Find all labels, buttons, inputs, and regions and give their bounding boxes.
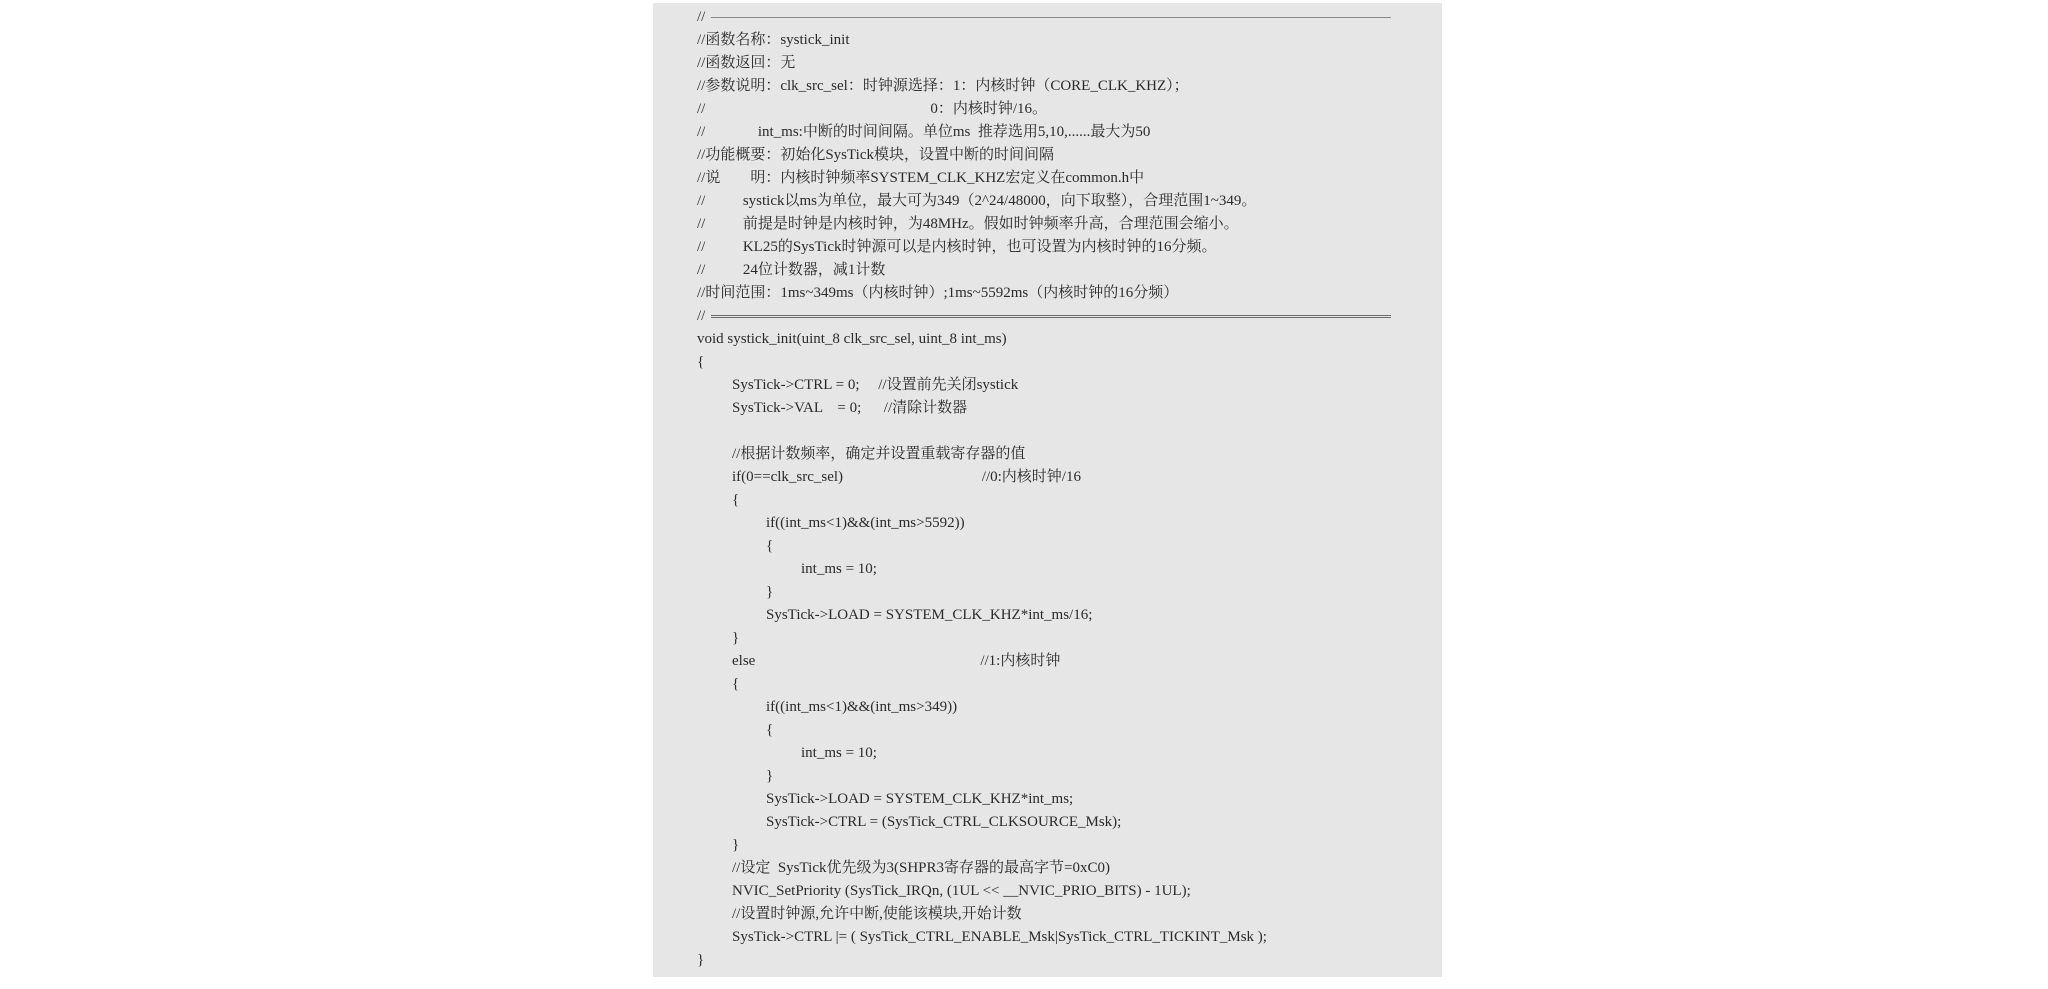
code-line: if((int_ms<1)&&(int_ms>5592)) xyxy=(766,515,965,531)
header-line-function-name: //函数名称：systick_init xyxy=(697,32,850,48)
header-line-time-range: //时间范围：1ms~349ms（内核时钟）;1ms~5592ms（内核时钟的16分频） xyxy=(697,285,1179,301)
blank-line xyxy=(697,420,1437,443)
document-page xyxy=(653,3,1442,977)
code-line: SysTick->LOAD = SYSTEM_CLK_KHZ*int_ms/16; xyxy=(766,607,1093,623)
code-line: int_ms = 10; xyxy=(801,745,877,761)
header-line-notes-5: // 24位计数器，减1计数 xyxy=(697,262,886,278)
code-comment: //设置时钟源,允许中断,使能该模块,开始计数 xyxy=(732,906,1022,922)
header-line-params: //参数说明：clk_src_sel：时钟源选择：1：内核时钟（CORE_CLK_KHZ）； xyxy=(697,78,1189,94)
code-line: SysTick->CTRL = 0; //设置前先关闭systick xyxy=(732,377,1019,393)
code-comment: //根据计数频率，确定并设置重载寄存器的值 xyxy=(732,446,1026,462)
code-brace: } xyxy=(732,630,740,646)
header-line-params-2: // 0：内核时钟/16。 xyxy=(697,101,1048,117)
bottom-rule-prefix: // xyxy=(697,308,706,324)
code-listing xyxy=(697,6,1437,972)
top-rule-line xyxy=(711,17,1391,18)
header-line-notes-4: // KL25的SysTick时钟源可以是内核时钟，也可设置为内核时钟的16分频。 xyxy=(697,239,1217,255)
header-line-return: //函数返回：无 xyxy=(697,55,796,71)
code-brace: { xyxy=(732,676,740,692)
code-brace: } xyxy=(766,584,774,600)
code-line: int_ms = 10; xyxy=(801,561,877,577)
code-line: SysTick->LOAD = SYSTEM_CLK_KHZ*int_ms; xyxy=(766,791,1074,807)
code-signature: void systick_init(uint_8 clk_src_sel, uint_8 int_ms) xyxy=(697,331,1007,347)
code-line: else //1:内核时钟 xyxy=(732,653,1061,669)
code-close-brace: } xyxy=(697,952,705,968)
code-comment: //设定 SysTick优先级为3(SHPR3寄存器的最高字节=0xC0) xyxy=(732,860,1110,876)
code-line: if((int_ms<1)&&(int_ms>349)) xyxy=(766,699,958,715)
code-line: SysTick->CTRL = (SysTick_CTRL_CLKSOURCE_Msk); xyxy=(766,814,1122,830)
top-rule-prefix: // xyxy=(697,9,706,25)
code-brace: { xyxy=(766,722,774,738)
code-brace: } xyxy=(732,837,740,853)
header-line-params-3: // int_ms:中断的时间间隔。单位ms 推荐选用5,10,......最大为50 xyxy=(697,124,1151,140)
code-line: SysTick->CTRL |= ( SysTick_CTRL_ENABLE_Msk|SysTick_CTRL_TICKINT_Msk ); xyxy=(732,929,1267,945)
header-line-summary: //功能概要：初始化SysTick模块，设置中断的时间间隔 xyxy=(697,147,1054,163)
bottom-rule-line xyxy=(711,315,1391,318)
code-line: if(0==clk_src_sel) //0:内核时钟/16 xyxy=(732,469,1081,485)
code-line: NVIC_SetPriority (SysTick_IRQn, (1UL << __NVIC_PRIO_BITS) - 1UL); xyxy=(732,883,1191,899)
header-line-notes: //说 明：内核时钟频率SYSTEM_CLK_KHZ宏定义在common.h中 xyxy=(697,170,1145,186)
header-line-notes-2: // systick以ms为单位，最大可为349（2^24/48000，向下取整），合理范围1~349。 xyxy=(697,193,1257,209)
code-open-brace: { xyxy=(697,354,705,370)
code-brace: { xyxy=(766,538,774,554)
code-brace: { xyxy=(732,492,740,508)
top-rule xyxy=(697,6,1437,29)
bottom-rule xyxy=(697,305,1437,328)
code-line: SysTick->VAL = 0; //清除计数器 xyxy=(732,400,968,416)
header-line-notes-3: // 前提是时钟是内核时钟，为48MHz。假如时钟频率升高，合理范围会缩小。 xyxy=(697,216,1239,232)
code-brace: } xyxy=(766,768,774,784)
